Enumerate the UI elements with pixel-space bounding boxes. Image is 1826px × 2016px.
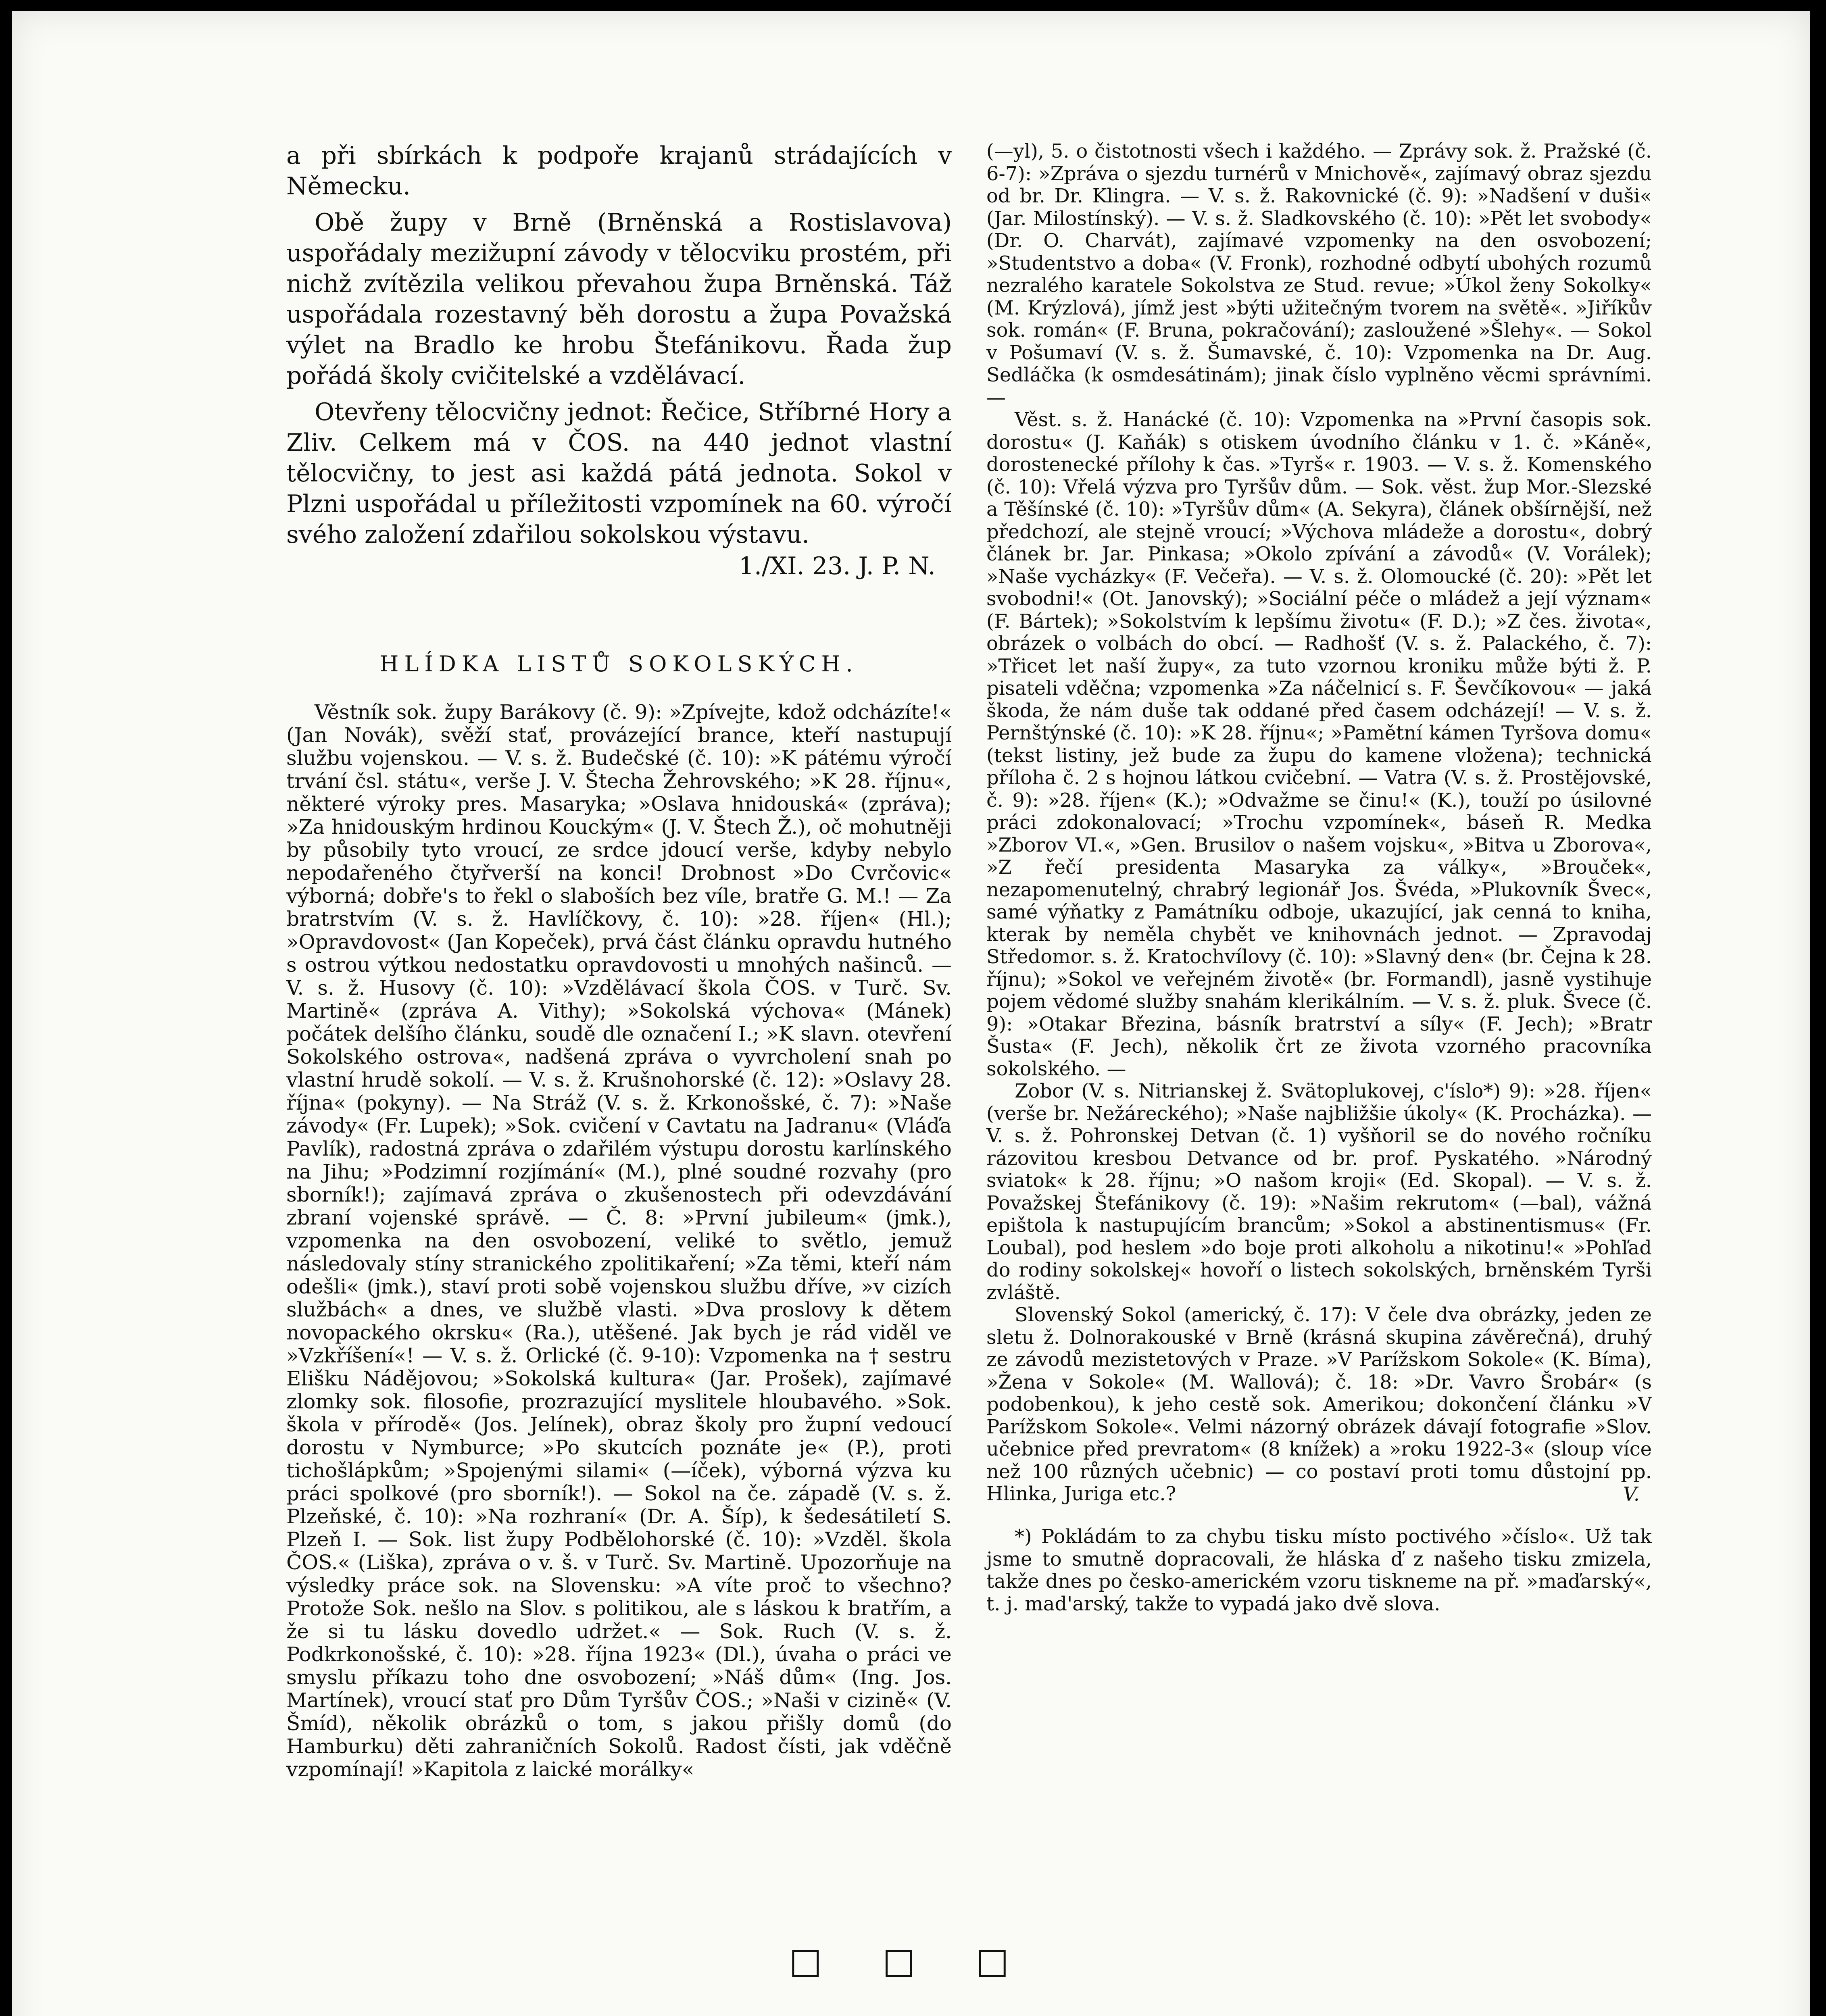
review-signature: V. [1623,1483,1640,1506]
review-paragraph: Věstník sok. župy Barákovy (č. 9): »Zpívejte, kdož odcházíte!« (Jan Novák), svěží stať, provázející brance, kteří nastupují službu vojenskou. — V. s. ž. Budečské (č. 10): »K pátému výročí trvání čsl. státu«, verše J. V. Štecha Žehrovského; »K 28. říjnu«, některé výroky pres. Masaryka; »Oslava hnidouská« (zpráva); »Za hnidouským hrdinou Kouckým« (J. V. Štech Ž.), oč mohutněji by působily tyto vroucí, ze srdce jdoucí verše, kdyby nebylo nepodařeného čtyřverší na konci! Drobnost »Do Cvrčovic« výborná; dobře's to řekl o slaboších bez víle, bratře G. M.! — Za bratrstvím (V. s. ž. Havlíčkovy, č. 10): »28. říjen« (Hl.); »Opravdovost« (Jan Kopeček), prvá část článku opravdu hutného s ostrou výtkou nedostatku opravdovosti u mnohých našinců. — V. s. ž. Husovy (č. 10): »Vzdělávací škola ČOS. v Turč. Sv. Martině« (zpráva A. Vithy); »Sokolská výchova« (Mánek) počátek delšího článku, soudě dle označení I.; »K slavn. otevření Sokolského ostrova«, nadšená zpráva o vyvrcholení snah po vlastní hrudě sokolí. — V. s. ž. Krušnohorské (č. 12): »Oslavy 28. října« (pokyny). — Na Stráž (V. s. ž. Krkonošské, č. 7): »Naše závody« (Fr. Lupek); »Sok. cvičení v Cavtatu na Jadranu« (Vláďa Pavlík), radostná zpráva o zdařilém výstupu dorostu karlínského na Jihu; »Podzimní rozjímání« (M.), plné soudné rozvahy (pro sborník!); zajímavá zpráva o zkušenostech při odevzdávání zbraní vojenské správě. — Č. 8: »První jubileum« (jmk.), vzpomenka na den osvobození, veliké to světlo, jemuž následovaly stíny stranického zpolitikaření; »Za těmi, kteří nám odešli« (jmk.), staví proti sobě vojenskou službu dříve, »v cizích službách« a dnes, ve službě vlasti. »Dva proslovy k dětem novopackého okrsku« (Ra.), utěšené. Jak bych je rád viděl ve »Vzkříšení«! — V. s. ž. Orlické (č. 9-10): Vzpomenka na † sestru Elišku Nádějovou; »Sokolská kultura« (Jar. Prošek), zajímavé zlomky sok. filosofie, prozrazující myslitele hloubavého. »Sok. škola v přírodě« (Jos. Jelínek), obraz školy pro župní vedoucí dorostu v Nymburce; »Po skutcích poznáte je« (P.), proti tichošlápkům; »Spojenými silami« (—íček), výborná výzva ku práci spolkové (pro sborník!). — Sokol na če. západě (V. s. ž. Plzeňské, č. 10): »Na rozhraní« (Dr. A. Šíp), k šedesátiletí S. Plzeň I. — Sok. list župy Podbělohorské (č. 10): »Vzděl. škola ČOS.« (Liška), zpráva o v. š. v Turč. Sv. Martině. Upozorňuje na výsledky práce sok. na Slovensku: »A víte proč to všechno? Protože Sok. nešlo na Slov. s politikou, ale s láskou k bratřím, a že si tu lásku dovedlo udržet.« — Sok. Ruch (V. s. ž. Podkrkonošské, č. 10): »28. října 1923« (Dl.), úvaha o práci ve smyslu příkazu toho dne osvobození; »Náš dům« (Ing. Jos. Martínek), vroucí stať pro Dům Tyršův ČOS.; »Naši v cizině« (V. Šmíd), několik obrázků o tom, s jakou přišly domů (do Hamburku) děti zahraničních Sokolů. Radost čísti, jak vděčně vzpomínají! »Kapitola z laické morálky« [286,700,952,1781]
left-column [286,140,952,1781]
review-paragraph-zobor: Zobor (V. s. Nitrianskej ž. Svätoplukovej, c'íslo*) 9): »28. říjen« (verše br. Nežáreckého); »Naše najbližšie úkoly« (K. Procházka). — V. s. ž. Pohronskej Detvan (č. 1) vyšňoril se do nového ročníku rázovitou kresbou Detvance od br. prof. Pyskatého. »Národný sviatok« k 28. říjnu; »O našom kroji« (Ed. Skopal). — V. s. ž. Považskej Štefánikovy (č. 19): »Našim rekrutom« (—bal), vážná epištola k nastupujícím brancům; »Sokol a abstinentismus« (Fr. Loubal), pod heslem »do boje proti alkoholu a nikotinu!« »Pohľad do rodiny sokolskej« hovoří o listech sokolských, brněnském Tyrši zvláště. [986,1080,1652,1304]
intro-paragraph-zupy: Obě župy v Brně (Brněnská a Rostislavova) uspořádaly mezižupní závody v tělocviku prostém, při nichž zvítězila velikou převahou župa Brněnská. Táž uspořádala rozestavný běh dorostu a župa Považská výlet na Bradlo ke hrobu Štefánikovu. Řada žup pořádá školy cvičitelské a vzdělávací. [286,208,952,390]
page [12,11,1810,2016]
intro-continuation: a při sbírkách k podpoře krajanů strádajících v Německu. [286,142,952,200]
review-paragraph-slovensky-sokol: Slovenský Sokol (americký, č. 17): V čele dva obrázky, jeden ze sletu ž. Dolnorakouské v Brně (krásná skupina závěrečná), druhý ze závodů mezistetových v Praze. »V Parížskom Sokole« (K. Bíma), »Žena v Sokole« (M. Wallová); č. 18: »Dr. Vavro Šrobár« (s podobenkou), k jeho cestě sok. Amerikou; dokončení článku »V Parížskom Sokole«. Velmi názorný obrázek dávají fotografie »Slov. učebnice před prevratom« (8 knížek) a »roku 1922-3« (sloup více než 100 různých učebnic) — co postaví proti tomu důstojní pp. Hlinka, Juriga etc.? [986,1304,1652,1505]
section-end-ornament: ☐ ☐ ☐ [789,1943,1033,1986]
review-continuation: (—yl), 5. o čistotnosti všech i každého. — Zprávy sok. ž. Pražské (č. 6-7): »Zpráva o sjezdu turnérů v Mnichově«, zajímavý obraz sjezdu od br. Dr. Klingra. — V. s. ž. Rakovnické (č. 9): »Nadšení v duši« (Jar. Milostínský). — V. s. ž. Sladkovského (č. 10): »Pět let svobody« (Dr. O. Charvát), zajímavé vzpomenky na den osvobození; »Studentstvo a doba« (V. Fronk), rozhodné odbytí ubohých rozumů nezralého karatele Sokolstva ze Stud. revue; »Úkol ženy Sokolky« (M. Krýzlová), jímž jest »býti užitečným tvorem na světě«. »Jiříkův sok. román« (F. Bruna, pokračování); zasloužené »Šlehy«. — Sokol v Pošumaví (V. s. ž. Šumavské, č. 10): Vzpomenka na Dr. Aug. Sedláčka (k osmdesátinám); jinak číslo vyplněno věcmi správními. — [986,140,1652,409]
section-heading: HLÍDKA LISTŮ SOKOLSKÝCH. [379,651,859,677]
right-column [986,140,1652,1615]
intro-paragraph-telocvicny: Otevřeny tělocvičny jednot: Řečice, Stříbrné Hory a Zliv. Celkem má v ČOS. na 440 jednot vlastní tělocvičny, to jest asi každá pátá jednota. Sokol v Plzni uspořádal u příležitosti vzpomínek na 60. výročí svého založení zdařilou sokolskou výstavu. [286,398,952,549]
review-paragraph-hanacke: Věst. s. ž. Hanácké (č. 10): Vzpomenka na »První časopis sok. dorostu« (J. Kaňák) s otiskem úvodního článku v 1. č. »Káně«, dorostenecké přílohy k čas. »Tyrš« r. 1903. — V. s. ž. Komenského (č. 10): Vřelá výzva pro Tyršův dům. — Sok. věst. žup Mor.-Slezské a Těšínské (č. 10): »Tyršův dům« (A. Sekyra), článek obšírnější, než předchozí, ale stejně vroucí; »Výchova mládeže a dorostu«, dobrý článek br. Jar. Pinkasa; »Okolo zpívání a závodů« (V. Vorálek); »Naše vycházky« (F. Večeřa). — V. s. ž. Olomoucké (č. 20): »Pět let svobodni!« (Ot. Janovský); »Sociální péče o mládež a její význam« (F. Bártek); »Sokolstvím k lepšímu životu« (F. D.); »Z čes. života«, obrázek o volbách do obcí. — Radhošť (V. s. ž. Palackého, č. 7): »Třicet let naší župy«, za tuto vzornou kroniku může býti ž. P. pisateli vděčna; vzpomenka »Za náčelnicí s. F. Ševčíkovou« — jaká škoda, že nám duše tak oddané před časem odcházejí! — V. s. ž. Pernštýnské (č. 10): »K 28. říjnu«; »Pamětní kámen Tyršova domu« (tekst listiny, jež bude za župu do kamene vložena); technická příloha č. 2 s hojnou látkou cvičební. — Vatra (V. s. ž. Prostějovské, č. 9): »28. říjen« (K.); »Odvažme se činu!« (K.), touží po úsilovné práci zdokonalovací; »Trochu vzpomínek«, báseň R. Medka »Zborov VI.«, »Gen. Brusilov o našem vojsku«, »Bitva u Zborova«, »Z řečí presidenta Masaryka za války«, »Brouček«, nezapomenutelný, chrabrý legionář Jos. Švéda, »Plukovník Švec«, samé výňatky z Památníku odboje, ukazující, jak cenná to kniha, kterak by neměla chybět ve knihovnách jednot. — Zpravodaj Středomor. s. ž. Kratochvílovy (č. 10): »Slavný den« (br. Čejna k 28. říjnu); »Sokol ve veřejném životě« (br. Formandl), jasně vystihuje pojem vědomé služby snahám klerikálním. — V. s. ž. pluk. Švece (č. 9): »Otakar Březina, básník bratrství a síly« (F. Jech); »Bratr Šusta« (F. Jech), několik črt ze života vzorného pracovníka sokolského. — [986,408,1652,1080]
report-signature: 1./XI. 23. J. P. N. [738,552,936,580]
footnote: *) Pokládám to za chybu tisku místo poctivého »číslo«. Už tak jsme to smutně dopracovali, že hláska ď z našeho tisku zmizela, takže dnes po česko-americkém vzoru tiskneme na př. »maďarský«, t. j. mad'arský, takže to vypadá jako dvě slova. [986,1525,1652,1615]
